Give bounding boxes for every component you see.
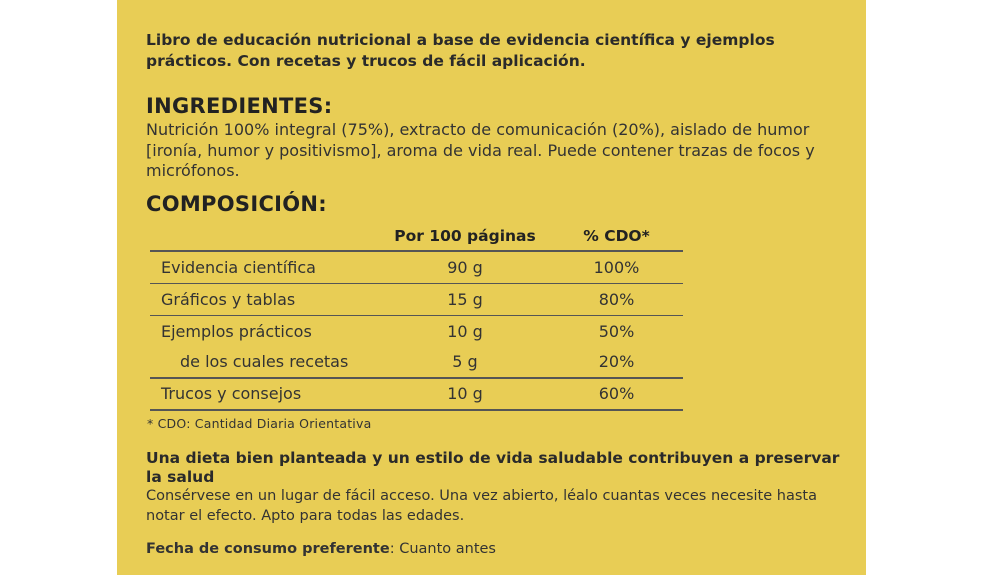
table-row [150,316,683,347]
table-header [150,222,683,250]
diet-statement: Una dieta bien planteada y un estilo de vida saludable contribuyen a preservar la salud [146,449,840,486]
table-row [150,284,683,315]
composition-table [150,222,683,411]
best-before [146,541,496,557]
ingredients-heading: INGREDIENTES: [146,94,333,118]
composition-heading: COMPOSICIÓN: [146,192,327,216]
row-amount: 10 g [447,321,483,341]
row-cdo: 60% [598,384,635,404]
row-amount: 10 g [447,384,483,404]
row-cdo: 50% [598,321,635,341]
row-amount: 90 g [447,257,483,277]
best-before-value: : Cuanto antes [389,541,496,557]
conservation-text: Consérvese en un lugar de fácil acceso. Una vez abierto, léalo cuantas veces necesite hasta notar el efecto. Apto para todas las edades. [146,488,817,524]
header-cell-amount: Por 100 páginas [394,227,536,245]
row-amount: 15 g [447,289,483,309]
ingredients-text: Nutrición 100% integral (75%), extracto de comunicación (20%), aislado de humor [ironía, humor y positivismo], aroma de vida real. Puede contener trazas de focos y micrófonos. [146,120,815,180]
table-row [150,379,683,410]
table-divider [150,409,683,411]
row-cdo: 100% [593,257,640,277]
row-name: Evidencia científica [161,257,316,277]
cdo-footnote: * CDO: Cantidad Diaria Orientativa [147,416,372,431]
row-name: Gráficos y tablas [161,289,296,309]
row-cdo: 80% [598,289,635,309]
row-amount: 5 g [452,352,478,372]
row-name: de los cuales recetas [180,352,349,372]
intro-text: Libro de educación nutricional a base de evidencia científica y ejemplos prácticos. Con recetas y trucos de fácil aplicación. [146,31,775,70]
table-row [150,252,683,283]
row-cdo: 20% [598,352,635,372]
header-cell-cdo: % CDO* [583,227,650,245]
row-name: Trucos y consejos [161,384,302,404]
row-name: Ejemplos prácticos [161,321,312,341]
table-row [150,347,683,378]
best-before-label: Fecha de consumo preferente [146,541,390,557]
